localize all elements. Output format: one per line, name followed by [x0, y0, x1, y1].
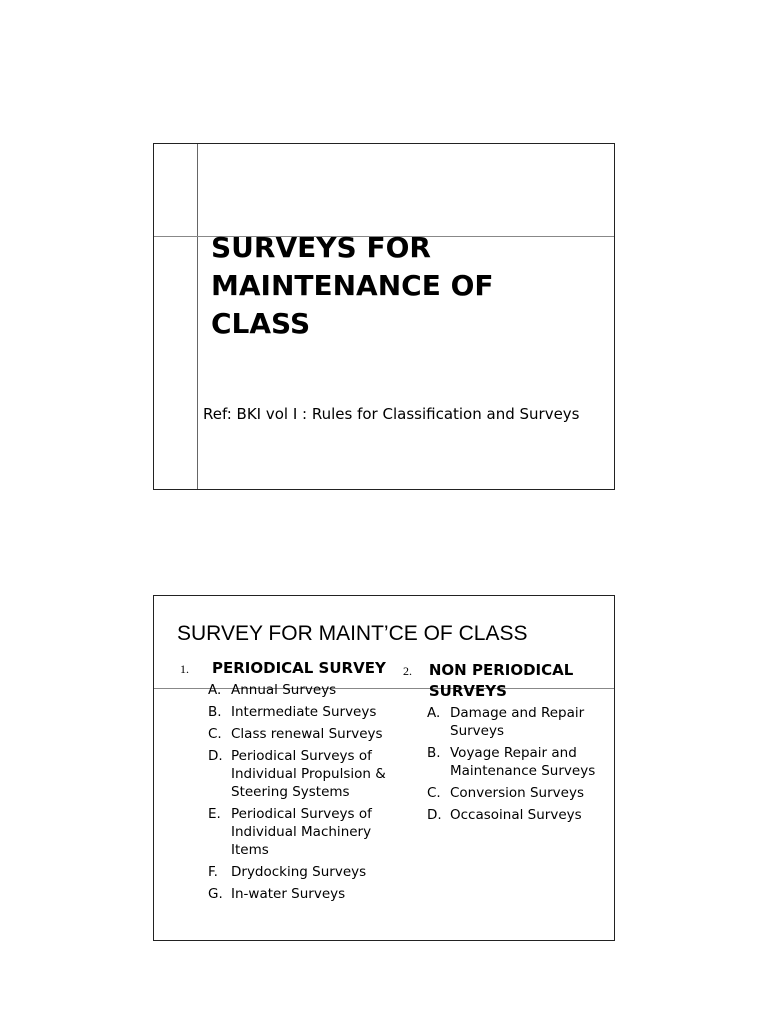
list-item [208, 703, 395, 721]
slide-vertical-rule [197, 144, 198, 489]
list-item-text: Damage and Repair Surveys [450, 705, 585, 739]
list-item [208, 681, 395, 699]
list-item-text: Class renewal Surveys [231, 726, 383, 742]
non-periodical-survey-column [403, 660, 613, 828]
list-item-letter: C. [208, 726, 222, 742]
list-item [427, 784, 613, 802]
list-item-text: Drydocking Surveys [231, 864, 367, 880]
list-item-letter: C. [427, 785, 441, 801]
list-item [427, 806, 613, 824]
list-item [208, 885, 395, 903]
list-item-text: In-water Surveys [231, 886, 346, 902]
slide-survey-heading: SURVEY FOR MAINT’CE OF CLASS [177, 622, 528, 645]
list-item [427, 744, 613, 780]
list-item-letter: B. [427, 745, 441, 761]
list-item [208, 805, 395, 859]
periodical-survey-column [180, 658, 395, 907]
column-heading-text: PERIODICAL SURVEY [212, 659, 386, 677]
list-item-letter: G. [208, 886, 223, 902]
column-heading [403, 660, 613, 702]
slide-survey-types [153, 595, 615, 941]
list-item-text: Intermediate Surveys [231, 704, 377, 720]
list-item-letter: A. [208, 682, 222, 698]
list-item-text: Periodical Surveys of Individual Machinery Items [231, 806, 372, 858]
column-number: 2. [403, 664, 412, 678]
slide-reference: Ref: BKI vol I : Rules for Classification and Surveys [203, 405, 580, 423]
list-item-letter: D. [427, 807, 442, 823]
list-item-text: Periodical Surveys of Individual Propulsion & Steering Systems [231, 748, 386, 800]
list-item-letter: E. [208, 806, 221, 822]
list-item [208, 863, 395, 881]
list-item-letter: D. [208, 748, 223, 764]
list-item-text: Voyage Repair and Maintenance Surveys [450, 745, 596, 779]
column-heading [180, 658, 395, 679]
list-item [208, 747, 395, 801]
list-item-letter: B. [208, 704, 222, 720]
list-item-text: Occasoinal Surveys [450, 807, 582, 823]
slide-title-heading: SURVEYS FOR MAINTENANCE OF CLASS [211, 231, 494, 340]
list-item [427, 704, 613, 740]
list-item-text: Conversion Surveys [450, 785, 584, 801]
list-item-text: Annual Surveys [231, 682, 337, 698]
column-heading-text: NON PERIODICAL SURVEYS [428, 661, 574, 700]
list-item-letter: A. [427, 705, 441, 721]
slide-title [153, 143, 615, 490]
periodical-survey-list [208, 681, 395, 903]
non-periodical-survey-list [427, 704, 613, 824]
list-item [208, 725, 395, 743]
column-number: 1. [180, 662, 189, 676]
list-item-letter: F. [208, 864, 218, 880]
